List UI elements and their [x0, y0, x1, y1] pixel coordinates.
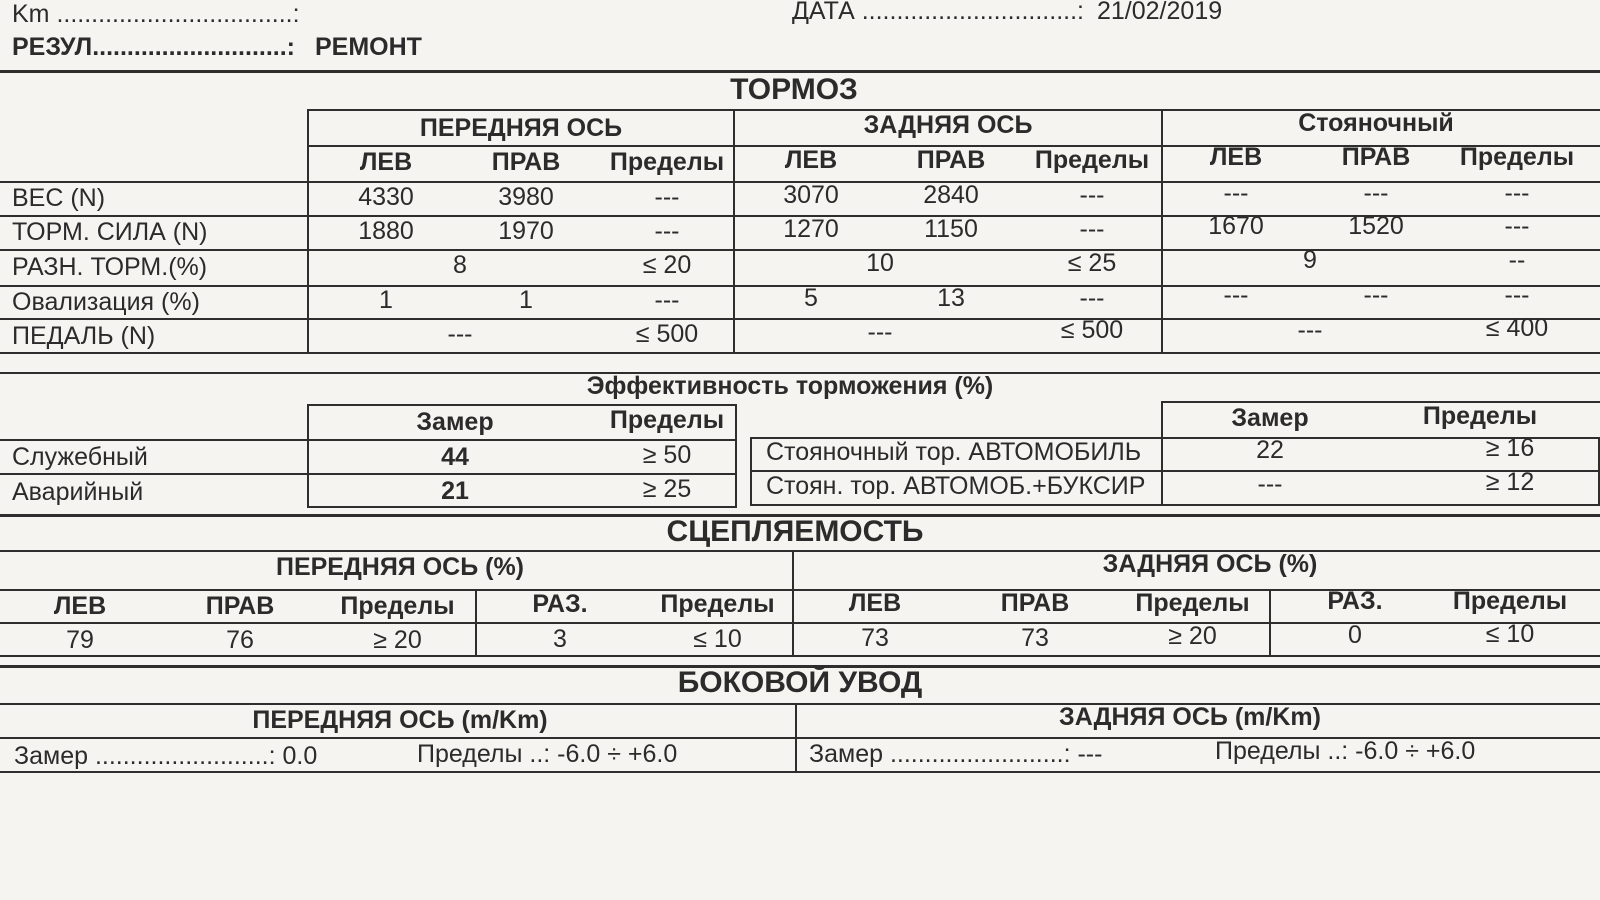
table-cell: 13 — [937, 284, 965, 312]
emergency-measure: 21 — [441, 477, 469, 505]
sub-header-limits: Пределы — [1034, 146, 1150, 174]
table-cell: ≤ 25 — [1067, 249, 1117, 277]
table-cell: 4330 — [358, 183, 414, 211]
adhesion-value: 3 — [553, 625, 567, 653]
adhesion-header: ЛЕВ — [53, 592, 107, 620]
table-cell: ≤ 500 — [1060, 316, 1124, 344]
adhesion-value: ≤ 10 — [693, 625, 742, 653]
table-border — [475, 589, 477, 655]
row-label-parking-vehicle: Стояночный тор. АВТОМОБИЛЬ — [766, 438, 1142, 466]
side-slip-rear-limits: Пределы ..: -6.0 ÷ +6.0 — [1215, 737, 1476, 765]
row-label-weight: ВЕС (N) — [12, 184, 106, 212]
row-label-emergency: Аварийный — [12, 478, 144, 506]
adhesion-value: 79 — [66, 626, 94, 654]
sub-header-right: ПРАВ — [1341, 143, 1411, 171]
row-label-service: Служебный — [12, 443, 148, 471]
table-cell: --- — [654, 217, 680, 245]
table-cell: 1270 — [783, 215, 839, 243]
parking-vehicle-limit: ≥ 16 — [1485, 434, 1535, 462]
table-cell: 1880 — [358, 217, 414, 245]
row-label-brake-force: ТОРМ. СИЛА (N) — [12, 218, 208, 246]
table-cell: --- — [1223, 281, 1249, 309]
table-cell: --- — [447, 320, 473, 348]
adhesion-header: ПРАВ — [1000, 589, 1070, 617]
table-cell: 1520 — [1348, 212, 1404, 240]
table-cell: --- — [1363, 179, 1389, 207]
table-cell: --- — [1079, 215, 1105, 243]
side-slip-title: БОКОВОЙ УВОД — [677, 666, 923, 699]
table-cell: --- — [867, 318, 893, 346]
col-header-limits: Пределы — [609, 406, 725, 434]
adhesion-front-title: ПЕРЕДНЯЯ ОСЬ (%) — [275, 553, 525, 581]
adhesion-value: ≥ 20 — [1168, 622, 1217, 650]
table-border — [0, 771, 1600, 773]
adhesion-header: ПРАВ — [205, 592, 275, 620]
table-border — [1269, 589, 1271, 655]
col-header-measure: Замер — [1231, 404, 1309, 432]
table-cell: ≤ 500 — [635, 320, 699, 348]
parking-vehicle-measure: 22 — [1256, 436, 1284, 464]
adhesion-value: ≤ 10 — [1485, 620, 1535, 648]
adhesion-header: Пределы — [1452, 587, 1568, 615]
sub-header-limits: Пределы — [1459, 143, 1575, 171]
adhesion-rear-title: ЗАДНЯЯ ОСЬ (%) — [1102, 550, 1318, 578]
adhesion-value: 73 — [861, 624, 889, 652]
table-cell: --- — [1363, 281, 1389, 309]
table-cell: 5 — [804, 284, 818, 312]
service-measure: 44 — [441, 443, 469, 471]
table-cell: ≤ 400 — [1485, 314, 1549, 342]
table-cell: 8 — [453, 251, 467, 279]
row-label-brake-diff: РАЗН. ТОРМ.(%) — [12, 253, 208, 281]
group-header-parking: Стояночный — [1298, 109, 1454, 137]
col-header-measure: Замер — [416, 408, 494, 436]
row-label-ovality: Овализация (%) — [12, 288, 200, 316]
table-cell: 1970 — [498, 217, 554, 245]
table-cell: 10 — [866, 249, 894, 277]
row-label-pedal: ПЕДАЛЬ (N) — [12, 322, 156, 350]
emergency-limit: ≥ 25 — [642, 475, 692, 503]
km-label: Km ..................................: — [12, 0, 300, 28]
table-cell: ≤ 20 — [642, 251, 692, 279]
result-value: РЕМОНТ — [315, 33, 422, 61]
side-slip-front-limits: Пределы ..: -6.0 ÷ +6.0 — [417, 740, 678, 768]
adhesion-header: Пределы — [340, 592, 455, 620]
adhesion-value: 76 — [226, 626, 254, 654]
adhesion-value: 0 — [1348, 621, 1362, 649]
adhesion-header: Пределы — [1135, 589, 1250, 617]
table-cell: 2840 — [923, 181, 979, 209]
parking-towing-limit: ≥ 12 — [1485, 468, 1535, 496]
table-cell: 9 — [1303, 246, 1317, 274]
table-cell: 3980 — [498, 183, 554, 211]
table-cell: --- — [1297, 316, 1323, 344]
table-cell: --- — [1504, 179, 1530, 207]
table-cell: 1670 — [1208, 212, 1264, 240]
group-header-rear: ЗАДНЯЯ ОСЬ — [863, 111, 1033, 139]
table-cell: 3070 — [783, 181, 839, 209]
side-slip-front-measure: Замер .........................: 0.0 — [14, 742, 318, 770]
adhesion-value: 73 — [1021, 624, 1049, 652]
adhesion-title: СЦЕПЛЯЕМОСТЬ — [666, 515, 924, 548]
table-cell: --- — [1079, 181, 1105, 209]
table-border — [307, 109, 309, 354]
table-cell: 1 — [519, 286, 533, 314]
adhesion-header: Пределы — [660, 590, 775, 618]
side-slip-rear-title: ЗАДНЯЯ ОСЬ (m/Km) — [1059, 703, 1321, 731]
parking-towing-measure: --- — [1257, 470, 1283, 498]
table-border — [792, 550, 794, 655]
table-border — [1161, 109, 1163, 354]
table-cell: 1 — [379, 286, 393, 314]
sub-header-right: ПРАВ — [916, 146, 986, 174]
table-cell: 1150 — [924, 215, 978, 243]
adhesion-value: ≥ 20 — [373, 626, 422, 654]
col-header-limits: Пределы — [1422, 402, 1538, 430]
table-cell: --- — [1223, 179, 1249, 207]
date-value: 21/02/2019 — [1097, 0, 1223, 25]
result-label: РЕЗУЛ............................: — [12, 33, 296, 61]
table-cell: --- — [1079, 284, 1105, 312]
side-slip-front-title: ПЕРЕДНЯЯ ОСЬ (m/Km) — [252, 706, 548, 734]
table-cell: --- — [1504, 212, 1530, 240]
table-border — [0, 352, 1600, 354]
group-header-front: ПЕРЕДНЯЯ ОСЬ — [419, 114, 623, 142]
sub-header-left: ЛЕВ — [784, 146, 838, 174]
row-label-parking-towing: Стоян. тор. АВТОМОБ.+БУКСИР — [766, 472, 1146, 500]
table-cell: -- — [1508, 246, 1526, 274]
efficiency-title: Эффективность торможения (%) — [586, 372, 994, 400]
adhesion-header: РАЗ. — [532, 590, 588, 618]
sub-header-left: ЛЕВ — [1209, 143, 1263, 171]
adhesion-header: ЛЕВ — [848, 589, 902, 617]
adhesion-header: РАЗ. — [1327, 587, 1383, 615]
date-label: ДАТА ...............................: — [792, 0, 1084, 25]
service-limit: ≥ 50 — [642, 441, 692, 469]
table-cell: --- — [654, 183, 680, 211]
table-cell: --- — [1504, 281, 1530, 309]
table-border — [0, 655, 1600, 657]
table-cell: --- — [654, 286, 680, 314]
sub-header-right: ПРАВ — [491, 148, 561, 176]
sub-header-left: ЛЕВ — [359, 148, 413, 176]
brakes-title: ТОРМОЗ — [730, 73, 858, 106]
sub-header-limits: Пределы — [609, 148, 725, 176]
side-slip-rear-measure: Замер .........................: --- — [809, 740, 1103, 768]
